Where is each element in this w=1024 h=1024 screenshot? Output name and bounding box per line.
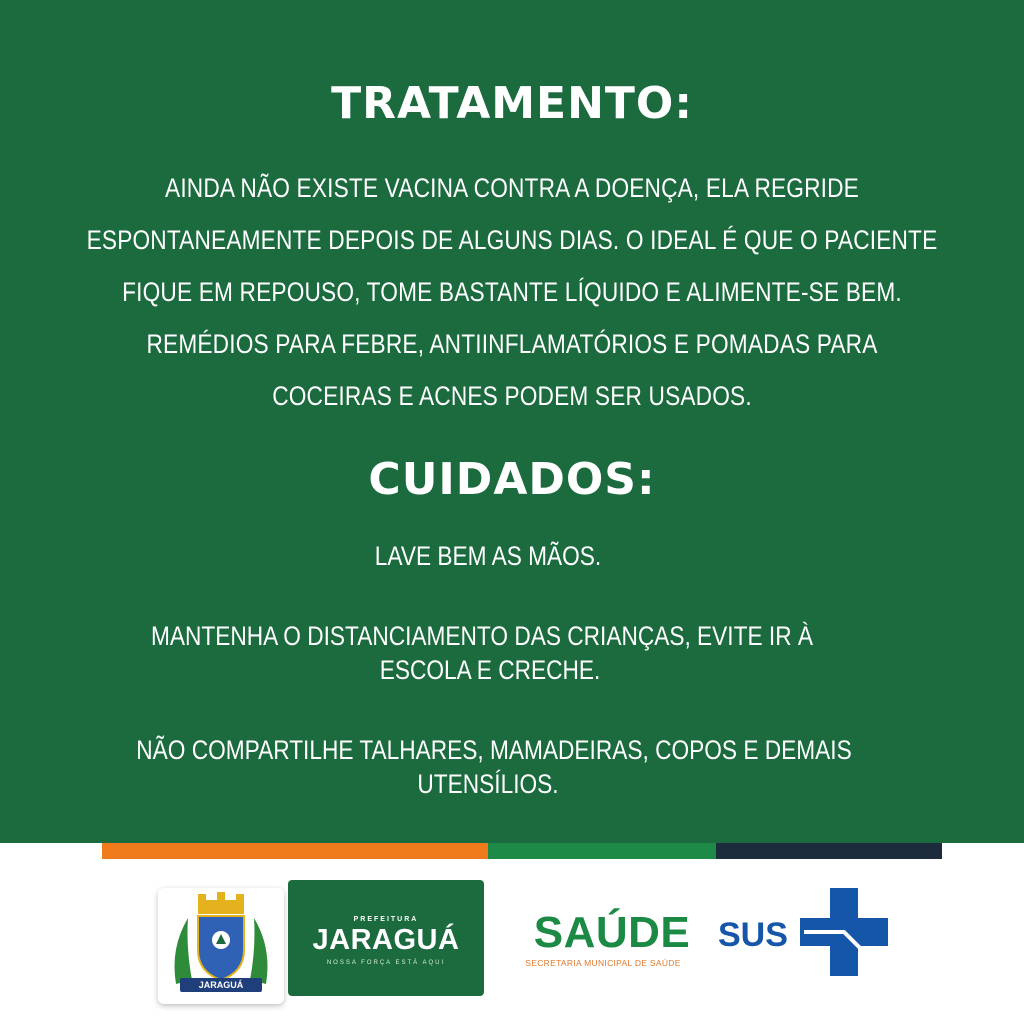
sus-label: SUS [718, 916, 788, 954]
stripe-navy [716, 843, 942, 859]
sus-cross-icon [800, 888, 888, 976]
care-item: LAVE BEM AS MÃOS. [374, 541, 602, 571]
treatment-line: ESPONTANEAMENTE DEPOIS DE ALGUNS DIAS. O IDEAL É QUE O PACIENTE [86, 225, 938, 255]
saude-label: SAÚDE [533, 908, 691, 957]
care-item: ESCOLA E CRECHE. [379, 655, 601, 685]
care-heading: CUIDADOS: [368, 454, 656, 505]
treatment-line: COCEIRAS E ACNES PODEM SER USADOS. [272, 381, 752, 411]
care-item: NÃO COMPARTILHE TALHARES, MAMADEIRAS, COPOS E DEMAIS [136, 735, 852, 765]
treatment-line: AINDA NÃO EXISTE VACINA CONTRA A DOENÇA, ELA REGRIDE [165, 173, 859, 203]
stripe-green [488, 843, 716, 859]
prefeitura-jaragua-logo [288, 880, 484, 996]
crest-label: JARAGUÁ [198, 980, 244, 990]
treatment-heading: TRATAMENTO: [331, 78, 693, 129]
treatment-line: FIQUE EM REPOUSO, TOME BASTANTE LÍQUIDO E ALIMENTE-SE BEM. [122, 277, 902, 307]
jaragua-label: JARAGUÁ [312, 924, 460, 956]
saude-sub-label: SECRETARIA MUNICIPAL DE SAÚDE [525, 958, 681, 968]
care-item: UTENSÍLIOS. [417, 769, 559, 799]
stripe-orange [102, 843, 488, 859]
city-crest-logo [158, 888, 284, 1004]
slogan-label: NOSSA FORÇA ESTÁ AQUI [326, 960, 446, 966]
care-item: MANTENHA O DISTANCIAMENTO DAS CRIANÇAS, EVITE IR À [150, 621, 814, 651]
prefeitura-label: PREFEITURA [353, 916, 419, 923]
treatment-line: REMÉDIOS PARA FEBRE, ANTIINFLAMATÓRIOS E POMADAS PARA [146, 329, 878, 359]
